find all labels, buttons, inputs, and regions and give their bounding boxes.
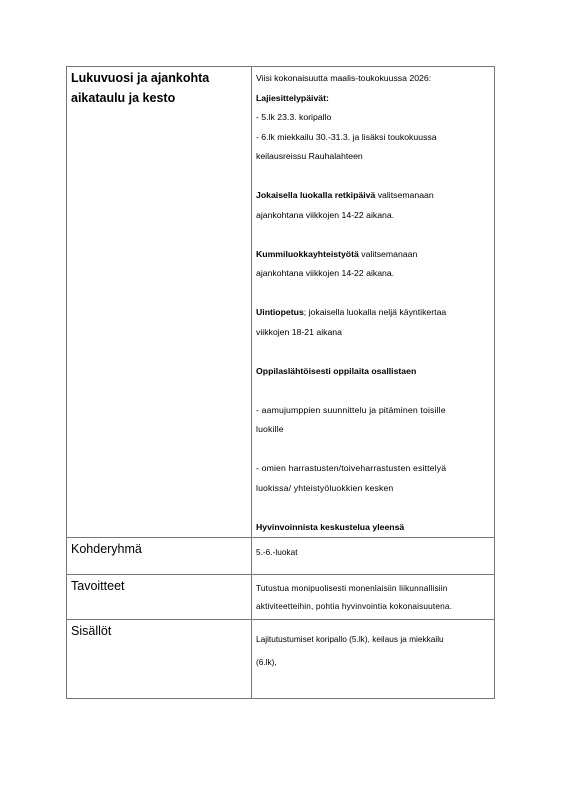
content-cell-target-group [252,538,495,575]
content-cell-goals [252,575,495,620]
text-line: keilausreissu Rauhalahteen [256,151,363,161]
text-line: - 5.lk 23.3. koripallo [256,112,332,122]
section-heading: Jokaisella luokalla retkipäivä [256,190,376,200]
text-line: 5.-6.-luokat [256,547,298,557]
table-row-contents [67,620,495,699]
header-cell-goals [67,575,252,620]
row-header: Kohderyhmä [71,542,142,556]
text-line: - omien harrastusten/toiveharrastusten esittelyä [256,463,447,473]
table-row-goals [67,575,495,620]
table-row-target-group [67,538,495,575]
text-line: ajankohtana viikkojen 14-22 aikana. [256,209,395,220]
plan-table [66,66,495,699]
table-row-schedule [67,67,495,538]
header-cell-target-group [67,538,252,575]
text-line: - 6.lk miekkailu 30.-31.3. ja lisäksi toukokuussa [256,131,437,142]
text-line: - aamujumppien suunnittelu ja pitäminen toisille [256,404,446,415]
text-span: ; jokaisella luokalla neljä käyntikertaa [303,307,447,317]
section-heading: Lajiesittelypäivät: [256,92,329,103]
text-line: luokille [256,424,284,434]
section-heading: Uintiopetus [256,307,304,317]
section-heading: Hyvinvoinnista keskustelua yleensä [256,521,405,532]
header-cell-contents [67,620,252,699]
text-line: aktiviteetteihin, pohtia hyvinvointia kokonaisuutena. [256,601,453,611]
text-line: Lajitutustumiset koripallo (5.lk), keilaus ja miekkailu [256,634,444,644]
intro-line: Viisi kokonaisuutta maalis-toukokuussa 2026: [256,73,432,83]
section-heading: Oppilaslähtöisesti oppilaita osallistaen [256,365,417,376]
row-header: Tavoitteet [71,579,125,593]
text-line: ajankohtana viikkojen 14-22 aikana. [256,268,395,278]
content-cell-contents [252,620,495,699]
row-header: Lukuvuosi ja ajankohta aikataulu ja kesto [71,71,210,105]
text-line: Tutustua monipuolisesti monenlaisiin liikunnallisiin [256,583,448,593]
text-line: viikkojen 18-21 aikana [256,326,342,337]
text-line: luokissa/ yhteistyöluokkien kesken [256,482,394,493]
content-cell-schedule [252,67,495,538]
text-span: valitsemanaan [375,190,434,200]
text-line: (6.lk), [256,657,277,667]
section-heading: Kummiluokkayhteistyötä [256,248,359,259]
text-span: valitsemanaan [358,248,418,259]
header-cell-schedule [67,67,252,538]
row-header: Sisällöt [71,624,112,638]
